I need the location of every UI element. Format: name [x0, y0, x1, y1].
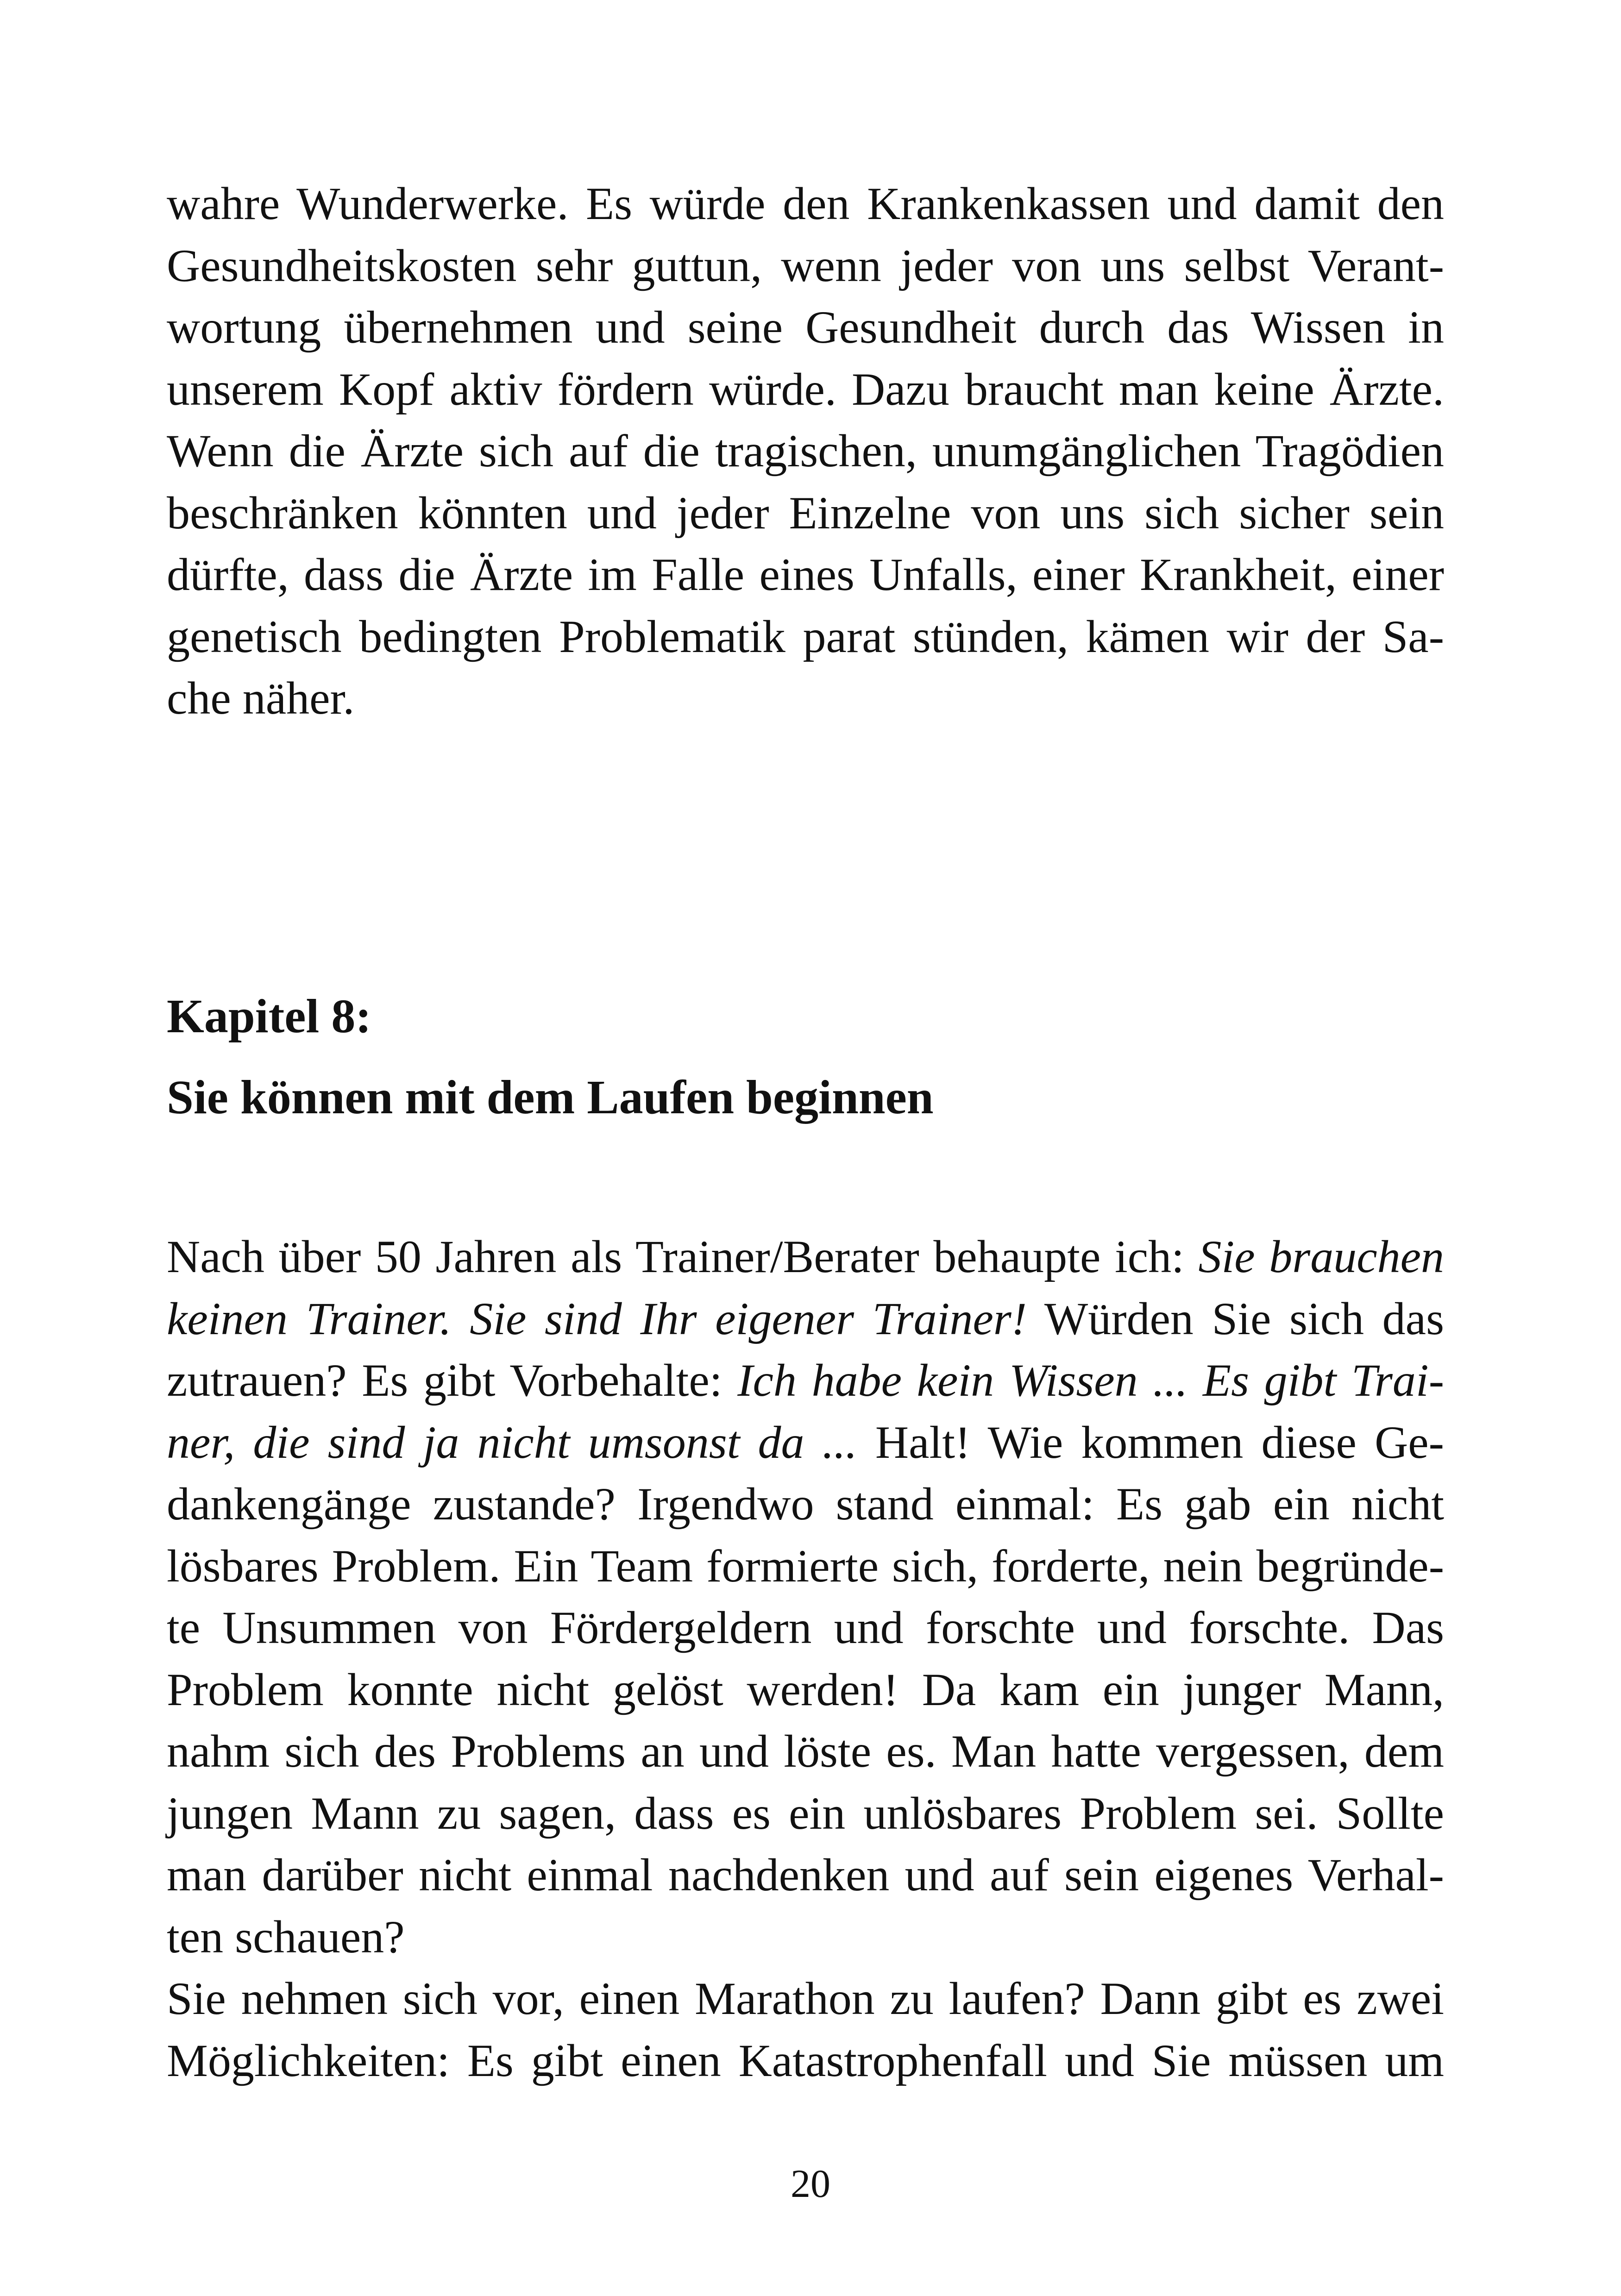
text-segment: Problem konnte nicht gelöst werden! Da kam ein junger Mann,	[167, 1663, 1444, 1715]
text-segment: Nach über 50 Jahren als Trainer/Berater behaupte ich:	[167, 1231, 1199, 1282]
text-segment: wortung übernehmen und seine Gesundheit durch das Wissen in	[167, 301, 1444, 353]
text-segment: Würden Sie sich das	[1027, 1292, 1444, 1344]
text-line	[167, 1288, 1444, 1350]
italic-text-segment: ner, die sind ja nicht umsonst da ...	[167, 1416, 857, 1468]
text-segment: man darüber nicht einmal nachdenken und auf sein eigenes Verhal-	[167, 1849, 1444, 1901]
text-line	[167, 1720, 1444, 1782]
chapter-number-heading: Kapitel 8:	[167, 990, 371, 1043]
text-line	[167, 667, 1444, 729]
italic-text-segment: keinen Trainer. Sie sind Ihr eigener Trainer!	[167, 1292, 1027, 1344]
text-line	[167, 1844, 1444, 1906]
text-segment: unserem Kopf aktiv fördern würde. Dazu braucht man keine Ärzte.	[167, 363, 1444, 415]
text-line	[167, 296, 1444, 358]
text-segment: te Unsummen von Fördergeldern und forschte und forschte. Das	[167, 1602, 1444, 1653]
text-line	[167, 606, 1444, 668]
text-line	[167, 2030, 1444, 2092]
text-segment: ten schauen?	[167, 1911, 405, 1963]
text-line	[167, 1782, 1444, 1844]
text-line	[167, 1906, 1444, 1968]
text-segment: Möglichkeiten: Es gibt einen Katastrophenfall und Sie müssen um	[167, 2034, 1444, 2086]
text-segment: jungen Mann zu sagen, dass es ein unlösbares Problem sei. Sollte	[167, 1787, 1444, 1839]
text-segment: Halt! Wie kommen diese Ge-	[857, 1416, 1444, 1468]
text-segment: nahm sich des Problems an und löste es. Man hatte vergessen, dem	[167, 1725, 1444, 1777]
text-line	[167, 420, 1444, 482]
italic-text-segment: Ich habe kein Wissen ... Es gibt Trai-	[737, 1355, 1445, 1406]
text-line	[167, 358, 1444, 420]
text-segment: che näher.	[167, 672, 355, 724]
text-segment: genetisch bedingten Problematik parat stünden, kämen wir der Sa-	[167, 610, 1444, 662]
body-paragraph-2	[167, 1226, 1444, 2091]
text-line	[167, 1411, 1444, 1474]
text-line	[167, 1659, 1444, 1721]
text-line	[167, 1597, 1444, 1659]
text-segment: beschränken könnten und jeder Einzelne von uns sich sicher sein	[167, 487, 1444, 539]
text-segment: wahre Wunderwerke. Es würde den Krankenkassen und damit den	[167, 178, 1444, 229]
body-paragraph-1	[167, 173, 1444, 729]
text-line	[167, 235, 1444, 297]
italic-text-segment: Sie brauchen	[1198, 1231, 1444, 1282]
text-segment: Gesundheitskosten sehr guttun, wenn jeder von uns selbst Verant-	[167, 239, 1444, 291]
text-line	[167, 1226, 1444, 1288]
text-line	[167, 1473, 1444, 1535]
text-segment: dankengänge zustande? Irgendwo stand einmal: Es gab ein nicht	[167, 1478, 1444, 1530]
text-line	[167, 1535, 1444, 1597]
chapter-title-heading: Sie können mit dem Laufen beginnen	[167, 1071, 934, 1124]
text-line	[167, 1968, 1444, 2030]
text-segment: Wenn die Ärzte sich auf die tragischen, unumgänglichen Tragödien	[167, 425, 1444, 477]
text-segment: Sie nehmen sich vor, einen Marathon zu laufen? Dann gibt es zwei	[167, 1973, 1444, 2024]
text-segment: zutrauen? Es gibt Vorbehalte:	[167, 1355, 738, 1406]
text-segment: dürfte, dass die Ärzte im Falle eines Unfalls, einer Krankheit, einer	[167, 549, 1444, 600]
text-line	[167, 1349, 1444, 1411]
page-number: 20	[791, 2161, 830, 2206]
text-line	[167, 482, 1444, 544]
text-line	[167, 544, 1444, 606]
text-line	[167, 173, 1444, 235]
text-segment: lösbares Problem. Ein Team formierte sich, forderte, nein begründe-	[167, 1540, 1444, 1592]
